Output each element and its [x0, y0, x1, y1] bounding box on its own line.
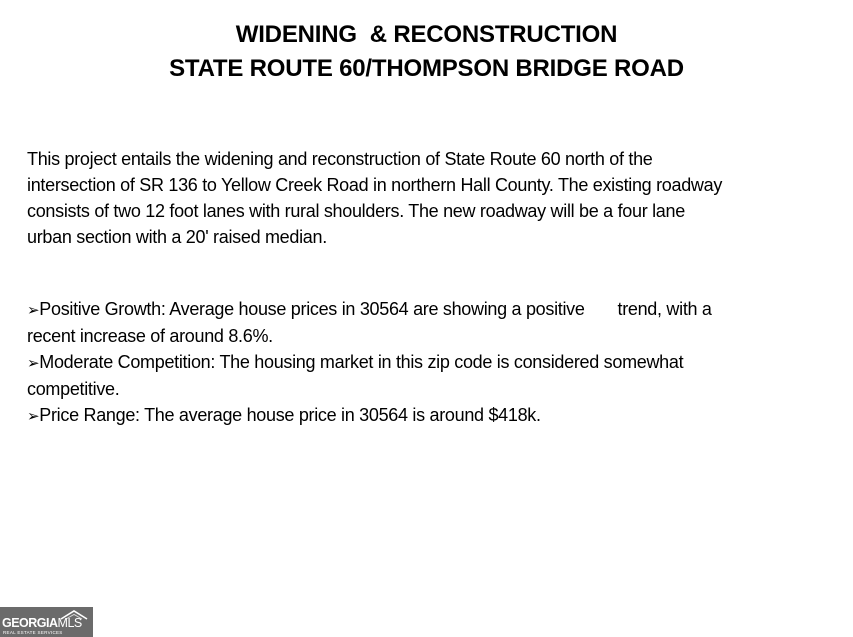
- title-line-2: STATE ROUTE 60/THOMPSON BRIDGE ROAD: [169, 55, 684, 82]
- bullet-positive-growth: [27, 296, 827, 349]
- bullet-price-range: [27, 402, 827, 429]
- bullet-line: [27, 296, 827, 323]
- title-block: [0, 18, 853, 86]
- logo-wordmark: [2, 617, 82, 630]
- bullet-list: [27, 296, 827, 429]
- bullet-text: Moderate Competition: The housing market in this zip code is considered somewhat: [39, 352, 684, 372]
- bullet-line: [27, 349, 827, 376]
- bullet-line: competitive.: [27, 379, 120, 399]
- georgia-mls-logo: [0, 607, 93, 637]
- bullet-line: recent increase of around 8.6%.: [27, 326, 273, 346]
- arrow-bullet-icon: ➢: [27, 354, 40, 372]
- bullet-text: Price Range: The average house price in 30564 is around $418k.: [39, 405, 541, 425]
- logo-tagline: REAL ESTATE SERVICES: [3, 630, 63, 635]
- intro-paragraph: [27, 146, 827, 250]
- intro-line: This project entails the widening and reconstruction of State Route 60 north of the: [27, 149, 653, 169]
- title-line-1: WIDENING & RECONSTRUCTION: [235, 21, 618, 48]
- bullet-line: [27, 402, 827, 429]
- bullet-moderate-competition: [27, 349, 827, 402]
- intro-line: intersection of SR 136 to Yellow Creek Road in northern Hall County. The existing roadway: [27, 175, 723, 195]
- logo-name-bold: GEORGIA: [2, 616, 58, 630]
- intro-line: urban section with a 20' raised median.: [27, 227, 327, 247]
- arrow-bullet-icon: ➢: [27, 301, 40, 319]
- intro-line: consists of two 12 foot lanes with rural shoulders. The new roadway will be a four lane: [27, 201, 685, 221]
- logo-name-light: MLS: [57, 616, 82, 630]
- arrow-bullet-icon: ➢: [27, 407, 40, 425]
- bullet-text: Positive Growth: Average house prices in 30564 are showing a positive trend, with a: [39, 299, 712, 319]
